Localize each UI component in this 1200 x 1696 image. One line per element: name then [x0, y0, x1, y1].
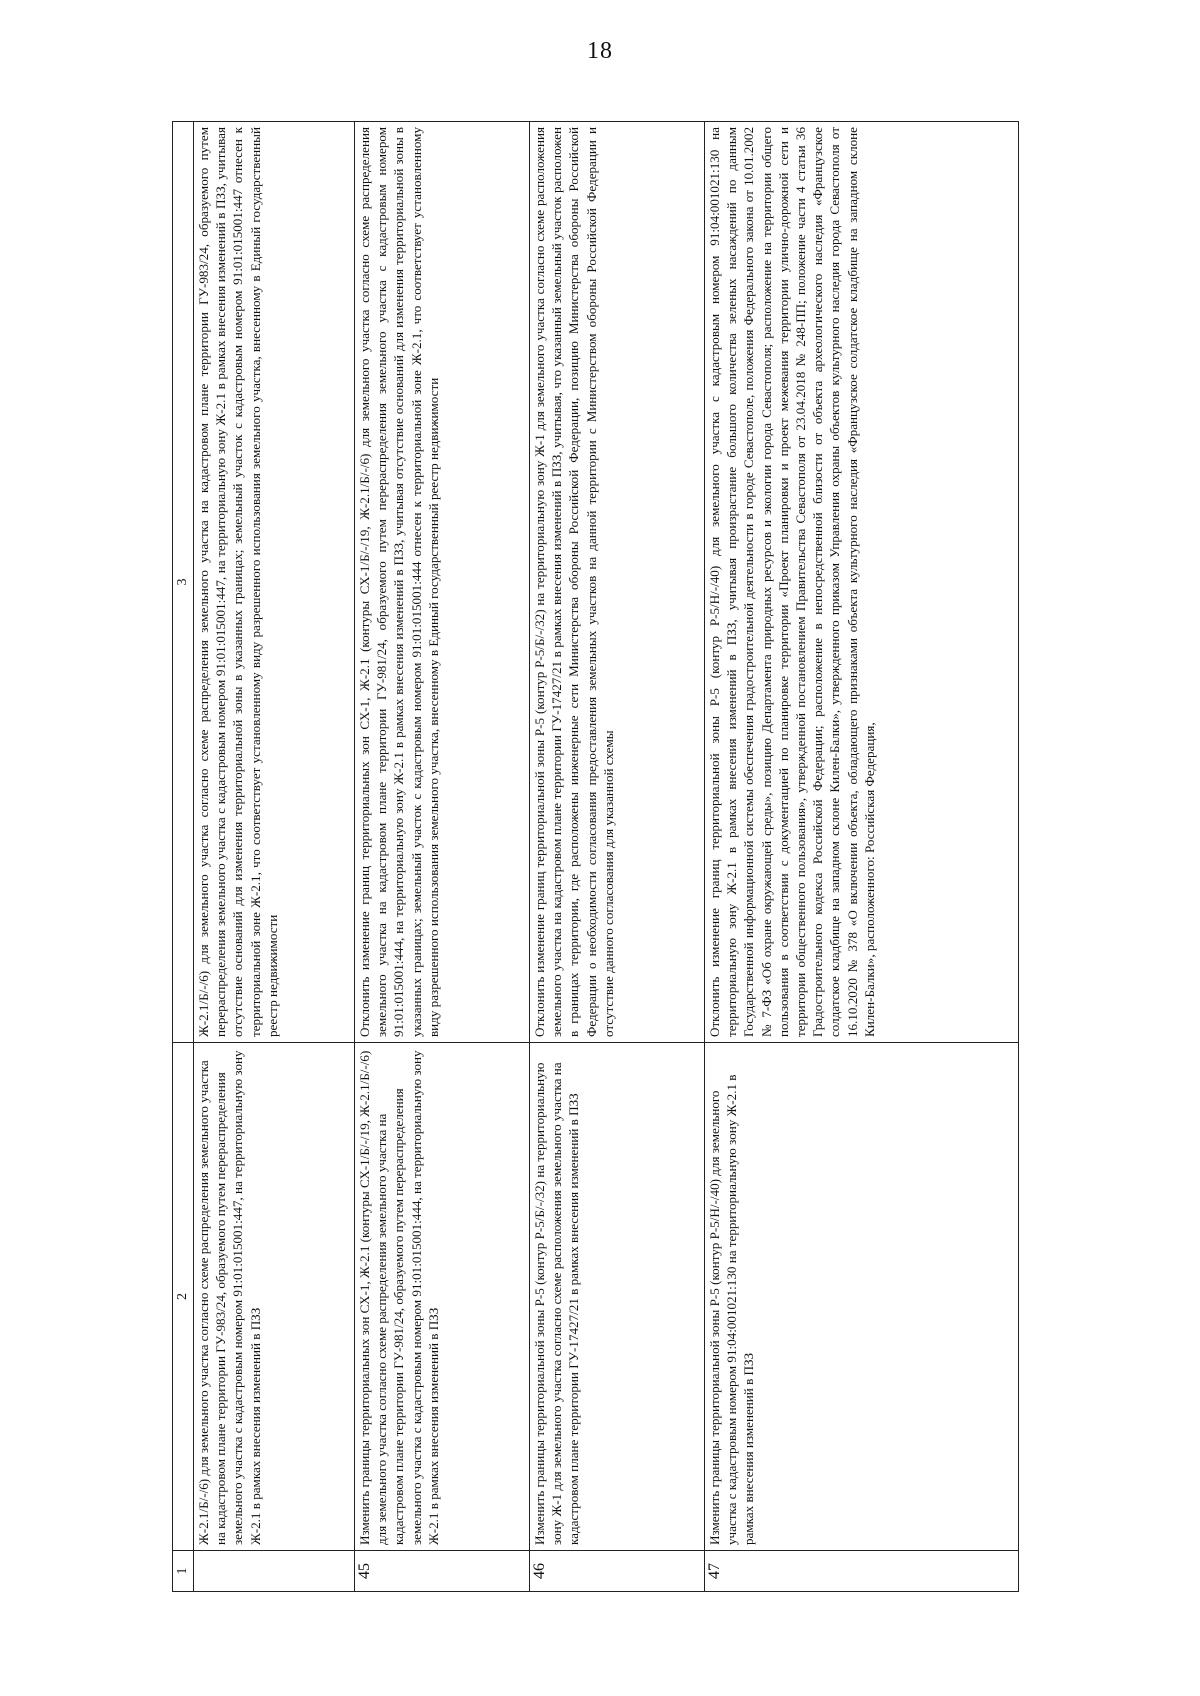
proposal-cell: Ж-2.1/Б/-/6) для земельного участка согласно схеме распределения земельного участка на кадастровом плане территории ГУ-983/24, образуемого путем перераспределения земельного участка с кадастровым номером 91:01:015001:447, на территориальную зону Ж-2.1 в рамках внесения изменений в ПЗЗ [194, 1043, 355, 1551]
header-col-3: 3 [173, 122, 194, 1043]
header-col-2: 2 [173, 1043, 194, 1551]
row-number: 47 [705, 1551, 1019, 1592]
rotated-table [172, 122, 1097, 1592]
proposal-cell: Изменить границы территориальной зоны Р-5 (контур Р-5/Н/-/40) для земельного участка с кадастровым номером 91:04:001021:130 на территориальную зону Ж-2.1 в рамках внесения изменений в ПЗЗ [705, 1043, 1019, 1551]
table-header-row [173, 122, 194, 1592]
decision-cell: Отклонить изменение границ территориальной зоны Р-5 (контур Р-5/Н/-/40) для земельного участка с кадастровым номером 91:04:001021:130 на территориальную зону Ж-2.1 в рамках внесения изменений в ПЗЗ, учитывая произрастание большого количества зеленых насаждений по данным Государственной информационной системы обеспечения градостроительной деятельности в городе Севастополе, положения Федерального закона от 10.01.2002 № 7-ФЗ «Об охране окружающей среды», позицию Департамента природных ресурсов и экологии города Севастополя; расположение на территории общего пользования в соответствии с документацией по планировке территории «Проект планировки и проект межевания территории улично-дорожной сети и территории общественного пользования», утвержденной постановлением Правительства Севастополя от 23.04.2018 № 248-ПП; положение части 4 статьи 36 Градостроительного кодекса Российской Федерации; расположение в непосредственной близости от объекта археологического наследия «Французское солдатское кладбище на западном склоне Килен-Балки», утвержденного приказом Управления охраны объектов культурного наследия города Севастополя от 16.10.2020 № 378 «О включении объекта, обладающего признаками объекта культурного наследия «Французское солдатское кладбище на западном склоне Килен-Балки», расположенного: Российская Федерация, [705, 122, 1019, 1043]
decision-cell: Отклонить изменение границ территориальной зоны Р-5 (контур Р-5/Б/-/32) на территориальную зону Ж-1 для земельного участка согласно схеме расположения земельного участка на кадастровом плане территории ГУ-17427/21 в рамках внесения изменений в ПЗЗ, учитывая, что указанный земельный участок расположен в границах территории, где расположены инженерные сети Министерства обороны Российской Федерации, позицию Министерства обороны Российской Федерации о необходимости согласования предоставления земельных участков на данной территории с Министерством обороны Российской Федерации и отсутствие данного согласования для указанной схемы [530, 122, 705, 1043]
header-col-1: 1 [173, 1551, 194, 1592]
page-number: 18 [587, 38, 613, 64]
row-number: 45 [355, 1551, 530, 1592]
decision-cell: Ж-2.1/Б/-/6) для земельного участка согласно схеме распределения земельного участка на кадастровом плане территории ГУ-983/24, образуемого путем перераспределения земельного участка с кадастровым номером 91:01:015001:447, на территориальную зону Ж-2.1 в рамках внесения изменений в ПЗЗ, учитывая отсутствие оснований для изменения территориальной зоны в указанных границах; земельный участок с кадастровым номером 91:01:015001:447 отнесен к территориальной зоне Ж-2.1, что соответствует установленному виду разрешенного использования земельного участка, внесенному в Единый государственный реестр недвижимости [194, 122, 355, 1043]
row-number: 46 [530, 1551, 705, 1592]
row-number [194, 1551, 355, 1592]
table-row [194, 122, 355, 1592]
decisions-table [172, 121, 1019, 1592]
table-row [355, 122, 530, 1592]
rotated-table-wrapper [172, 122, 1097, 1592]
proposal-cell: Изменить границы территориальных зон СХ-1, Ж-2.1 (контуры СХ-1/Б/-/19, Ж-2.1/Б/-/6) для земельного участка согласно схеме распределения земельного участка на кадастровом плане территории ГУ-981/24, образуемого путем перераспределения земельного участка с кадастровым номером 91:01:015001:444, на территориальную зону Ж-2.1 в рамках внесения изменений в ПЗЗ [355, 1043, 530, 1551]
decision-cell: Отклонить изменение границ территориальных зон СХ-1, Ж-2.1 (контуры СХ-1/Б/-/19, Ж-2.1/Б/-/6) для земельного участка согласно схеме распределения земельного участка на кадастровом плане территории ГУ-981/24, образуемого путем перераспределения земельного участка с кадастровым номером 91:01:015001:444, на территориальную зону Ж-2.1 в рамках внесения изменений в ПЗЗ, учитывая отсутствие оснований для изменения территориальной зоны в указанных границах; земельный участок с кадастровым номером 91:01:015001:444 отнесен к территориальной зоне Ж-2.1, что соответствует установленному виду разрешенного использования земельного участка, внесенному в Единый государственный реестр недвижимости [355, 122, 530, 1043]
proposal-cell: Изменить границы территориальной зоны Р-5 (контур Р-5/Б/-/32) на территориальную зону Ж-1 для земельного участка согласно схеме расположения земельного участка на кадастровом плане территории ГУ-17427/21 в рамках внесения изменений в ПЗЗ [530, 1043, 705, 1551]
table-row [530, 122, 705, 1592]
table-row [705, 122, 1019, 1592]
